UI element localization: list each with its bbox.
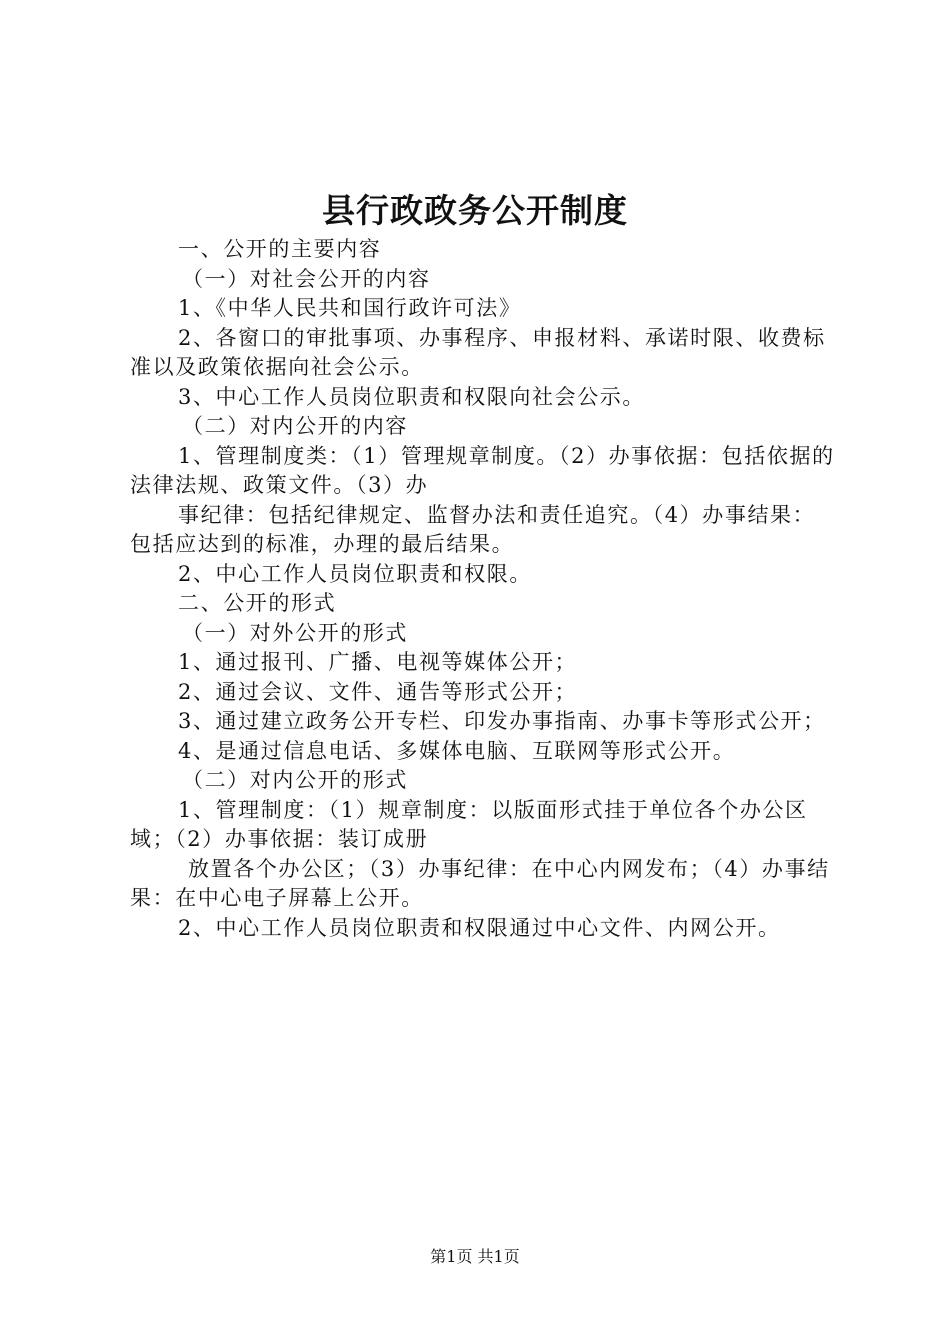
paragraph: 3、通过建立政务公开专栏、印发办事指南、办事卡等形式公开； bbox=[178, 709, 826, 733]
paragraph: 2、各窗口的审批事项、办事程序、申报材料、承诺时限、收费标准以及政策依据向社会公示。 bbox=[130, 325, 826, 379]
paragraph: 二、公开的形式 bbox=[178, 591, 337, 615]
paragraph: 3、中心工作人员岗位职责和权限向社会公示。 bbox=[178, 384, 645, 409]
page-footer: 第1页 共1页 bbox=[430, 1247, 520, 1266]
paragraph: （一）对外公开的形式 bbox=[182, 620, 408, 645]
paragraph: 一、公开的主要内容 bbox=[178, 237, 382, 261]
paragraph: （二）对内公开的形式 bbox=[182, 768, 408, 792]
paragraph: （二）对内公开的内容 bbox=[182, 414, 408, 438]
paragraph: 1、管理制度：（1）规章制度：以版面形式挂于单位各个办公区域；（2）办事依据：装订成册 bbox=[130, 797, 808, 851]
paragraph: （一）对社会公开的内容 bbox=[182, 266, 431, 291]
paragraph: 1、《中华人民共和国行政许可法》 bbox=[178, 296, 522, 320]
paragraph: 2、中心工作人员岗位职责和权限通过中心文件、内网公开。 bbox=[178, 915, 781, 940]
paragraph: 1、管理制度类：（1）管理规章制度。（2）办事依据：包括依据的法律法规、政策文件。（3）办 bbox=[130, 443, 835, 497]
document-body bbox=[130, 235, 835, 943]
paragraph: 2、中心工作人员岗位职责和权限。 bbox=[178, 561, 532, 586]
paragraph: 事纪律：包括纪律规定、监督办法和责任追究。（4）办事结果：包括应达到的标准，办理的最后结果。 bbox=[130, 502, 816, 556]
paragraph: 1、通过报刊、广播、电视等媒体公开； bbox=[178, 650, 578, 674]
document-title: 县行政政务公开制度 bbox=[322, 191, 628, 230]
paragraph: 放置各个办公区；（3）办事纪律：在中心内网发布；（4）办事结果：在中心电子屏幕上公开。 bbox=[130, 856, 830, 910]
paragraph: 4、是通过信息电话、多媒体电脑、互联网等形式公开。 bbox=[178, 738, 736, 763]
paragraph: 2、通过会议、文件、通告等形式公开； bbox=[178, 679, 578, 704]
